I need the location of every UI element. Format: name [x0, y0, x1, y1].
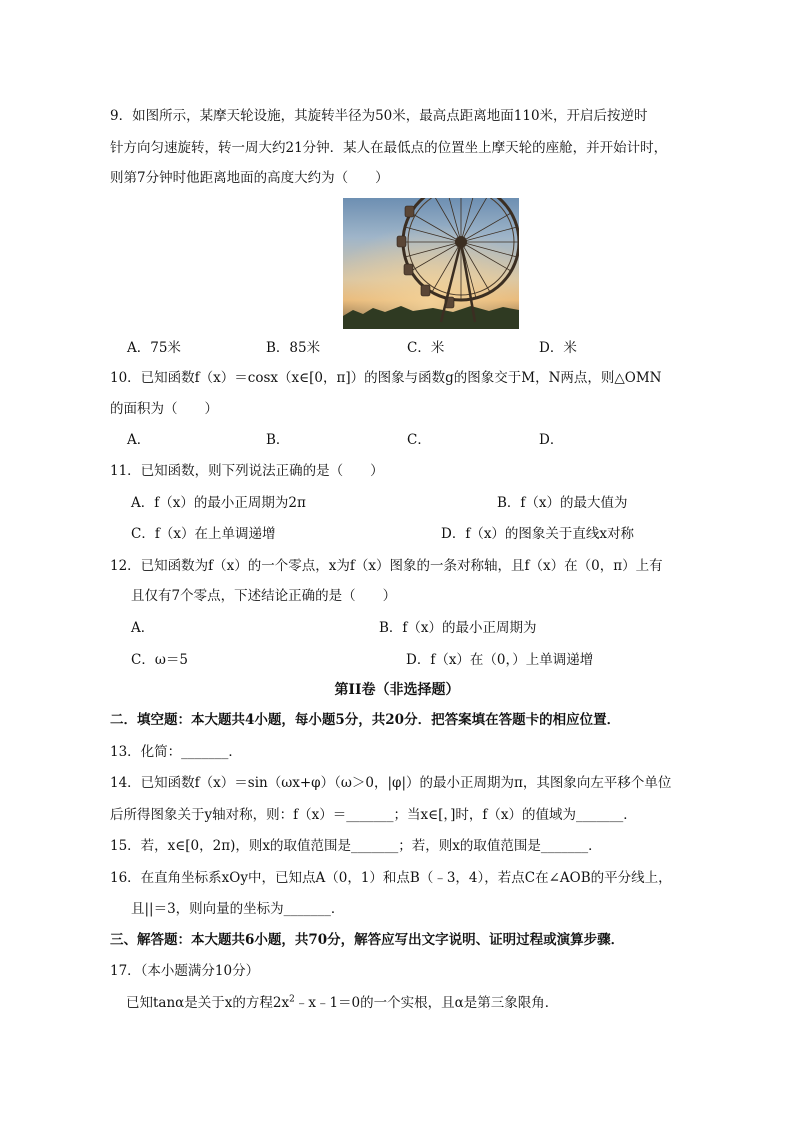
q10-option-a: A．	[127, 432, 151, 448]
q10-option-c: C．	[407, 432, 431, 448]
q14-line2: 后所得图象关于y轴对称，则：f（x）＝_______；当x∈[，]时，f（x）的值域为_______．	[110, 807, 637, 823]
q10-option-b: B．	[266, 432, 290, 448]
q12-option-a: A．	[131, 620, 155, 636]
q10-line1: 10．已知函数f（x）＝cosx（x∈[0，π]）的图象与函数g的图象交于M，N两点，则△OMN	[110, 370, 662, 386]
q11-option-c: C．f（x）在上单调递增	[131, 526, 276, 542]
q17-line2-pre: 已知tanα是关于x的方程2x	[126, 995, 290, 1011]
q10-line2: 的面积为（ ）	[110, 401, 218, 417]
ferris-wheel-photo	[343, 198, 519, 329]
q16-line1: 16．在直角坐标系xOy中，已知点A（0，1）和点B（﹣3，4），若点C在∠AOB的平分线上，	[110, 870, 672, 886]
q12-line2: 且仅有7个零点，下述结论正确的是（ ）	[131, 588, 397, 604]
section2-heading: 二．填空题：本大题共4小题，每小题5分，共20分．把答案填在答题卡的相应位置．	[110, 712, 621, 728]
q9-line3: 则第7分钟时他距离地面的高度大约为（ ）	[110, 170, 389, 186]
part2-title: 第II卷（非选择题）	[334, 682, 460, 698]
q12-option-c: C．ω＝5	[131, 652, 188, 668]
q9-option-d: D．米	[539, 340, 577, 356]
ferris-wheel-illustration	[343, 198, 519, 329]
q11-line1: 11．已知函数，则下列说法正确的是（ ）	[110, 463, 384, 479]
q9-line1: 9．如图所示，某摩天轮设施，其旋转半径为50米，最高点距离地面110米，开启后按逆时	[110, 108, 648, 124]
q17-exponent: 2	[289, 994, 295, 1005]
q9-option-a: A．75米	[127, 340, 181, 356]
q17-line2-post: ﹣x﹣1＝0的一个实根，且α是第三象限角．	[294, 995, 559, 1011]
q12-option-d: D．f（x）在（0，）上单调递增	[406, 652, 594, 668]
q13: 13．化简：_______．	[110, 744, 242, 760]
q17-line1: 17．（本小题满分10分）	[110, 963, 260, 979]
q11-option-b: B．f（x）的最大值为	[497, 495, 628, 511]
q11-option-d: D．f（x）的图象关于直线x对称	[441, 526, 635, 542]
q16-line2: 且||＝3，则向量的坐标为_______．	[131, 901, 345, 917]
q10-option-d: D．	[539, 432, 564, 448]
q12-line1: 12．已知函数为f（x）的一个零点，x为f（x）图象的一条对称轴，且f（x）在（0，π）上有	[110, 558, 663, 574]
q12-option-b: B．f（x）的最小正周期为	[379, 620, 537, 636]
q15: 15．若，x∈[0，2π)，则x的取值范围是_______；若，则x的取值范围是_______．	[110, 838, 602, 854]
q11-option-a: A．f（x）的最小正周期为2π	[131, 495, 306, 511]
section3-heading: 三、解答题：本大题共6小题，共70分，解答应写出文字说明、证明过程或演算步骤．	[110, 932, 625, 948]
q14-line1: 14．已知函数f（x）＝sin（ωx+φ）（ω＞0，|φ|）的最小正周期为π，其图象向左平移个单位	[110, 775, 672, 791]
q9-option-b: B．85米	[266, 340, 321, 356]
q9-option-c: C．米	[407, 340, 445, 356]
q9-line2: 针方向匀速旋转，转一周大约21分钟．某人在最低点的位置坐上摩天轮的座舱，并开始计时，	[110, 140, 668, 156]
q17-line2	[126, 993, 558, 1013]
